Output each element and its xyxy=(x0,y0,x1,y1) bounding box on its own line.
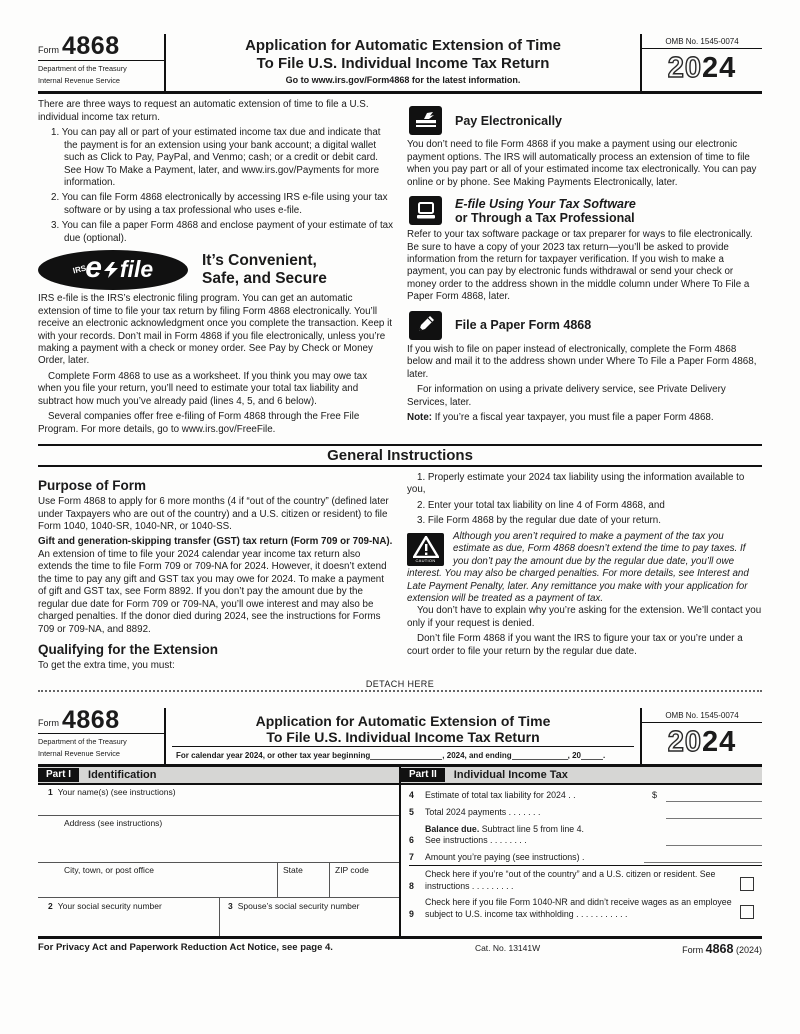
intro-left-column xyxy=(38,99,393,439)
intro-lead: There are three ways to request an automatic extension of time to file a U.S. individual income tax return. xyxy=(38,99,369,123)
line5-row xyxy=(409,807,762,819)
line6-bold-label: Balance due. xyxy=(425,823,480,834)
city-state-zip-row xyxy=(38,863,399,898)
part1-identification xyxy=(38,785,401,936)
line7-amount-field[interactable] xyxy=(644,851,762,863)
form2-treasury-line: Department of the Treasury xyxy=(38,737,127,747)
footer-form-year: (2024) xyxy=(735,944,762,955)
line9-label: Check here if you file Form 1040-NR and didn’t receive wages as an employee subject to U.S. income tax withholding . . . . . . . . . . . xyxy=(425,897,732,919)
tax-year xyxy=(642,49,762,83)
part2-title: Individual Income Tax xyxy=(453,768,568,781)
purpose-of-form-heading: Purpose of Form xyxy=(38,478,147,493)
calendar-year-line xyxy=(172,746,634,762)
gst-paragraph xyxy=(38,536,393,636)
line2-label: Your social security number xyxy=(57,900,162,911)
city-field[interactable] xyxy=(38,863,277,897)
line5-label: Total 2024 payments . . . . . . . xyxy=(425,807,541,818)
omb-year-block xyxy=(640,34,762,91)
lightning-bolt-icon xyxy=(102,262,120,278)
part1-header xyxy=(38,767,401,785)
fiscal-year-note xyxy=(407,412,762,424)
line9-row xyxy=(409,897,762,920)
state-label: State xyxy=(283,864,303,875)
efile-software-title-line1: E-file Using Your Tax Software xyxy=(455,196,636,211)
zip-field[interactable] xyxy=(329,863,399,897)
qualifying-heading: Qualifying for the Extension xyxy=(38,641,219,657)
calendar-mid2: , 20 xyxy=(567,750,581,760)
address-label: Address (see instructions) xyxy=(64,817,163,828)
form2-tax-year xyxy=(642,723,762,757)
efile-logo-irs-text: IRS xyxy=(71,263,87,276)
irs-efile-logo-icon xyxy=(38,250,188,290)
caution-text: Although you aren’t required to make a payment of the tax you estimate as due, Form 4868 doesn’t extend the time to pay taxes. If you don’t pay the amount due by the regular due date, you’ll owe interest. You may also be charged penalties. For more details, see Interest and Late Payment Penalty, later. Any remittance you make with your application for extension will be treated as a payment of tax. xyxy=(407,530,749,604)
efile-software-body: Refer to your tax software package or tax preparer for ways to file electronically. Be sure to have a copy of your 2023 tax return—you’ll be asked to provide information from the return for taxpayer verification. If you wish to make a payment, you can pay by electronic funds withdrawal or send your check or money order to the address shown in the middle column under Where To File a Paper Form 4868, later. xyxy=(407,229,753,303)
efile-software-title xyxy=(455,197,636,225)
state-field[interactable] xyxy=(277,863,329,897)
form-title-line2: To File U.S. Individual Income Tax Return xyxy=(256,54,550,72)
paper-form-body-1: If you wish to file on paper instead of electronically, complete the Form 4868 below and mail it to the address shown under Where To File a Paper Form 4868, later. xyxy=(407,343,757,380)
efile-tagline xyxy=(202,252,327,288)
name-field[interactable] xyxy=(38,785,399,816)
gst-label: Gift and generation-skipping transfer (GST) tax return (Form 709 or 709-NA). xyxy=(38,536,393,548)
part2-separator-line xyxy=(409,865,762,866)
pay-electronically-heading xyxy=(409,106,762,135)
line6-rest-label: Subtract line 5 from line 4. xyxy=(479,823,584,834)
line4-dollar-sign: $ xyxy=(651,789,657,800)
general-instructions-heading: General Instructions xyxy=(327,447,473,464)
form2-irs-line: Internal Revenue Service xyxy=(38,749,120,759)
paper-form-title: File a Paper Form 4868 xyxy=(455,318,592,333)
part-header-bars xyxy=(38,767,762,785)
pay-electronically-title: Pay Electronically xyxy=(455,113,563,128)
part2-individual-income-tax xyxy=(401,785,762,936)
line7-label: Amount you’re paying (see instructions) . xyxy=(425,851,585,862)
footer-form-id xyxy=(682,942,762,956)
form2-number: 4868 xyxy=(62,705,120,734)
your-ssn-field[interactable] xyxy=(38,898,219,936)
part2-header xyxy=(401,767,762,785)
efile-branding xyxy=(38,250,393,290)
form2-title-line1: Application for Automatic Extension of Time xyxy=(255,712,551,729)
line3-label: Spouse’s social security number xyxy=(237,900,360,911)
form2-number-block xyxy=(38,705,166,764)
line1-number: 1 xyxy=(48,786,53,797)
gi-left-column xyxy=(38,472,393,676)
efile-para-2: Complete Form 4868 to use as a worksheet. If you think you may owe tax when you file your return, you’ll need to estimate your total tax liability and subtract how much you’ve already paid (lines 4, 5, and 6 below). xyxy=(38,370,368,407)
tax-year-end-year-field[interactable] xyxy=(581,750,606,760)
tax-year-begin-field[interactable] xyxy=(370,750,442,760)
line6-number: 6 xyxy=(409,834,414,845)
caution-block xyxy=(407,531,762,606)
general-instructions-columns xyxy=(38,467,762,676)
line7-number: 7 xyxy=(409,851,414,862)
footer-form-word: Form xyxy=(682,944,704,955)
tax-year-end-field[interactable] xyxy=(512,750,568,760)
form-word: Form xyxy=(38,44,59,55)
year-outline: 20 xyxy=(667,52,702,84)
line7-row xyxy=(409,851,762,863)
line4-amount-field[interactable] xyxy=(666,790,762,802)
qualify-step-2: 2. Enter your total tax liability on line 4 of Form 4868, and xyxy=(417,499,665,511)
efile-para-1: IRS e-file is the IRS’s electronic filing program. You can get an automatic extension of time to file your tax return by filing Form 4868 electronically. You’ll receive an electronic acknowledgment once you complete the transaction. Keep it with your records. Don’t mail in Form 4868 if you file electronically, unless you’re making a payment with a check or money order. See Pay by Check or Money Order, later. xyxy=(38,293,392,367)
caution-icon xyxy=(407,533,444,566)
part1-title: Identification xyxy=(88,768,157,781)
explain-paragraph: You don’t have to explain why you’re asking for the extension. We’ll contact you only if your request is denied. xyxy=(407,605,762,629)
detached-form-header xyxy=(38,705,762,767)
purpose-of-form-body: Use Form 4868 to apply for 6 more months (4 if “out of the country” (defined later under Taxpayers who are out of the country) and a U.S. citizen or resident) to file Form 1040, 1040-SR, 1040-NR, or 1040-SS. xyxy=(38,496,389,533)
part1-label: Part I xyxy=(38,768,79,782)
irs-line: Internal Revenue Service xyxy=(38,75,120,85)
form-parts xyxy=(38,785,762,936)
intro-right-column xyxy=(407,99,762,439)
line4-number: 4 xyxy=(409,790,414,801)
efile-software-heading xyxy=(409,196,762,225)
footer-form-number: 4868 xyxy=(705,941,734,956)
city-label: City, town, or post office xyxy=(64,864,154,875)
top-form-header xyxy=(38,34,762,94)
line9-checkbox[interactable] xyxy=(740,905,754,919)
form-number-block xyxy=(38,34,166,91)
line6-row xyxy=(409,824,762,847)
form-footer xyxy=(38,936,762,956)
line6-label xyxy=(425,824,661,847)
line6-amount-field[interactable] xyxy=(666,834,762,846)
note-body: If you’re a fiscal year taxpayer, you must file a paper Form 4868. xyxy=(432,411,714,423)
line4-label: Estimate of total tax liability for 2024 . . xyxy=(425,790,576,801)
caution-icon-label: CAUTION xyxy=(415,557,436,563)
line8-checkbox[interactable] xyxy=(740,877,754,891)
form2-year-outline: 20 xyxy=(667,725,702,758)
line2-number: 2 xyxy=(48,900,53,911)
form2-word: Form xyxy=(38,718,59,729)
line8-row xyxy=(409,869,762,892)
catalog-number: Cat. No. 13141W xyxy=(474,942,541,953)
calendar-period: . xyxy=(603,750,606,760)
line5-amount-field[interactable] xyxy=(666,807,762,819)
form-title-block xyxy=(166,34,640,91)
zip-label: ZIP code xyxy=(335,864,369,875)
line5-number: 5 xyxy=(409,807,414,818)
form2-title-line2: To File U.S. Individual Income Tax Return xyxy=(266,729,540,746)
form2-year-bold: 24 xyxy=(702,725,737,758)
goto-url-line: Go to www.irs.gov/Form4868 for the latest information. xyxy=(285,75,521,86)
detach-here-label: DETACH HERE xyxy=(365,678,435,689)
line9-number: 9 xyxy=(409,908,414,919)
line8-number: 8 xyxy=(409,880,414,891)
efile-logo-file-text: file xyxy=(119,255,154,282)
form2-omb-year-block xyxy=(640,708,762,764)
efile-tagline-line2: Safe, and Secure xyxy=(202,270,327,288)
pay-electronically-icon xyxy=(409,106,442,135)
privacy-act-notice: For Privacy Act and Paperwork Reduction Act Notice, see page 4. xyxy=(38,941,333,953)
line4-row xyxy=(409,790,762,802)
note-label: Note: xyxy=(407,411,433,423)
line3-number: 3 xyxy=(228,900,233,911)
paper-form-heading xyxy=(409,311,762,340)
line1-label: Your name(s) (see instructions) xyxy=(57,786,176,797)
general-instructions-band xyxy=(38,444,762,467)
computer-icon xyxy=(409,196,442,225)
pencil-icon xyxy=(409,311,442,340)
calendar-mid1: , 2024, and ending xyxy=(442,750,512,760)
omb-number: OMB No. 1545-0074 xyxy=(642,34,762,49)
part2-label: Part II xyxy=(401,768,445,782)
gi-right-column xyxy=(407,472,762,676)
treasury-line: Department of the Treasury xyxy=(38,63,127,73)
paper-form-body-2: For information on using a private delivery service, see Private Delivery Services, later. xyxy=(407,384,726,408)
efile-logo-e-text: e xyxy=(85,251,102,285)
efile-software-title-line2: or Through a Tax Professional xyxy=(455,210,635,225)
qualifying-lead: To get the extra time, you must: xyxy=(38,660,175,672)
form-title-line1: Application for Automatic Extension of Time xyxy=(245,37,561,54)
efile-para-3: Several companies offer free e-filing of Form 4868 through the Free File Program. For more details, go to www.irs.gov/FreeFile. xyxy=(38,411,360,435)
year-bold: 24 xyxy=(702,52,737,84)
intro-item-1: 1. You can pay all or part of your estimated income tax due and indicate that the payment is for an extension using your bank account; a digital wallet such as Click to Pay, PayPal, and Venmo; cash; or a credit or debit card. See How To Make a Payment, later, and www.irs.gov/Payments for more information. xyxy=(51,127,381,188)
detach-dotted-line xyxy=(38,690,762,692)
line6-line2-label: See instructions . . . . . . . . xyxy=(425,834,527,845)
line8-label: Check here if you’re “out of the country” and a U.S. citizen or resident. See instructions . . . . . . . . . xyxy=(425,869,716,891)
qualify-step-1: 1. Properly estimate your 2024 tax liability using the information available to you, xyxy=(407,472,745,496)
ssn-row xyxy=(38,898,399,936)
address-field[interactable] xyxy=(38,816,399,863)
intro-item-2: 2. You can file Form 4868 electronically by accessing IRS e-file using your tax software or by using a tax professional who uses e-file. xyxy=(51,192,388,216)
form2-title-block xyxy=(166,708,640,764)
form-number: 4868 xyxy=(62,32,120,60)
calendar-prefix: For calendar year 2024, or other tax year beginning xyxy=(176,750,371,760)
qualify-step-3: 3. File Form 4868 by the regular due date of your return. xyxy=(417,515,661,527)
intro-item-3: 3. You can file a paper Form 4868 and enclose payment of your estimate of tax due (optional). xyxy=(51,220,394,244)
pay-electronically-body: You don’t need to file Form 4868 if you make a payment using our electronic payment options. The IRS will automatically process an extension of time to file when you pay part or all of your estimated income tax electronically. You can pay online or by phone. See Making Payments Electronically, later. xyxy=(407,139,757,188)
efile-tagline-line1: It’s Convenient, xyxy=(202,252,317,270)
dont-file-paragraph: Don’t file Form 4868 if you want the IRS to figure your tax or you’re under a court order to file your return by the regular due date. xyxy=(407,633,743,657)
gst-body: An extension of time to file your 2024 calendar year income tax return also extends the time to file Form 709 or 709-NA for 2024. However, it doesn’t extend the time to pay any gift and GST tax you may owe for 2024. To make a payment of gift and GST tax, see Form 8892. If you don’t pay the amount due by the regular due date for Form 709 or 709-NA, you’ll owe interest and may also be charged penalties. If the donor died during 2024, see the instructions for Forms 709 or 709-NA, and 8892. xyxy=(38,548,387,635)
form2-omb-number: OMB No. 1545-0074 xyxy=(642,708,762,723)
intro-columns xyxy=(38,94,762,439)
spouse-ssn-field[interactable] xyxy=(219,898,399,936)
